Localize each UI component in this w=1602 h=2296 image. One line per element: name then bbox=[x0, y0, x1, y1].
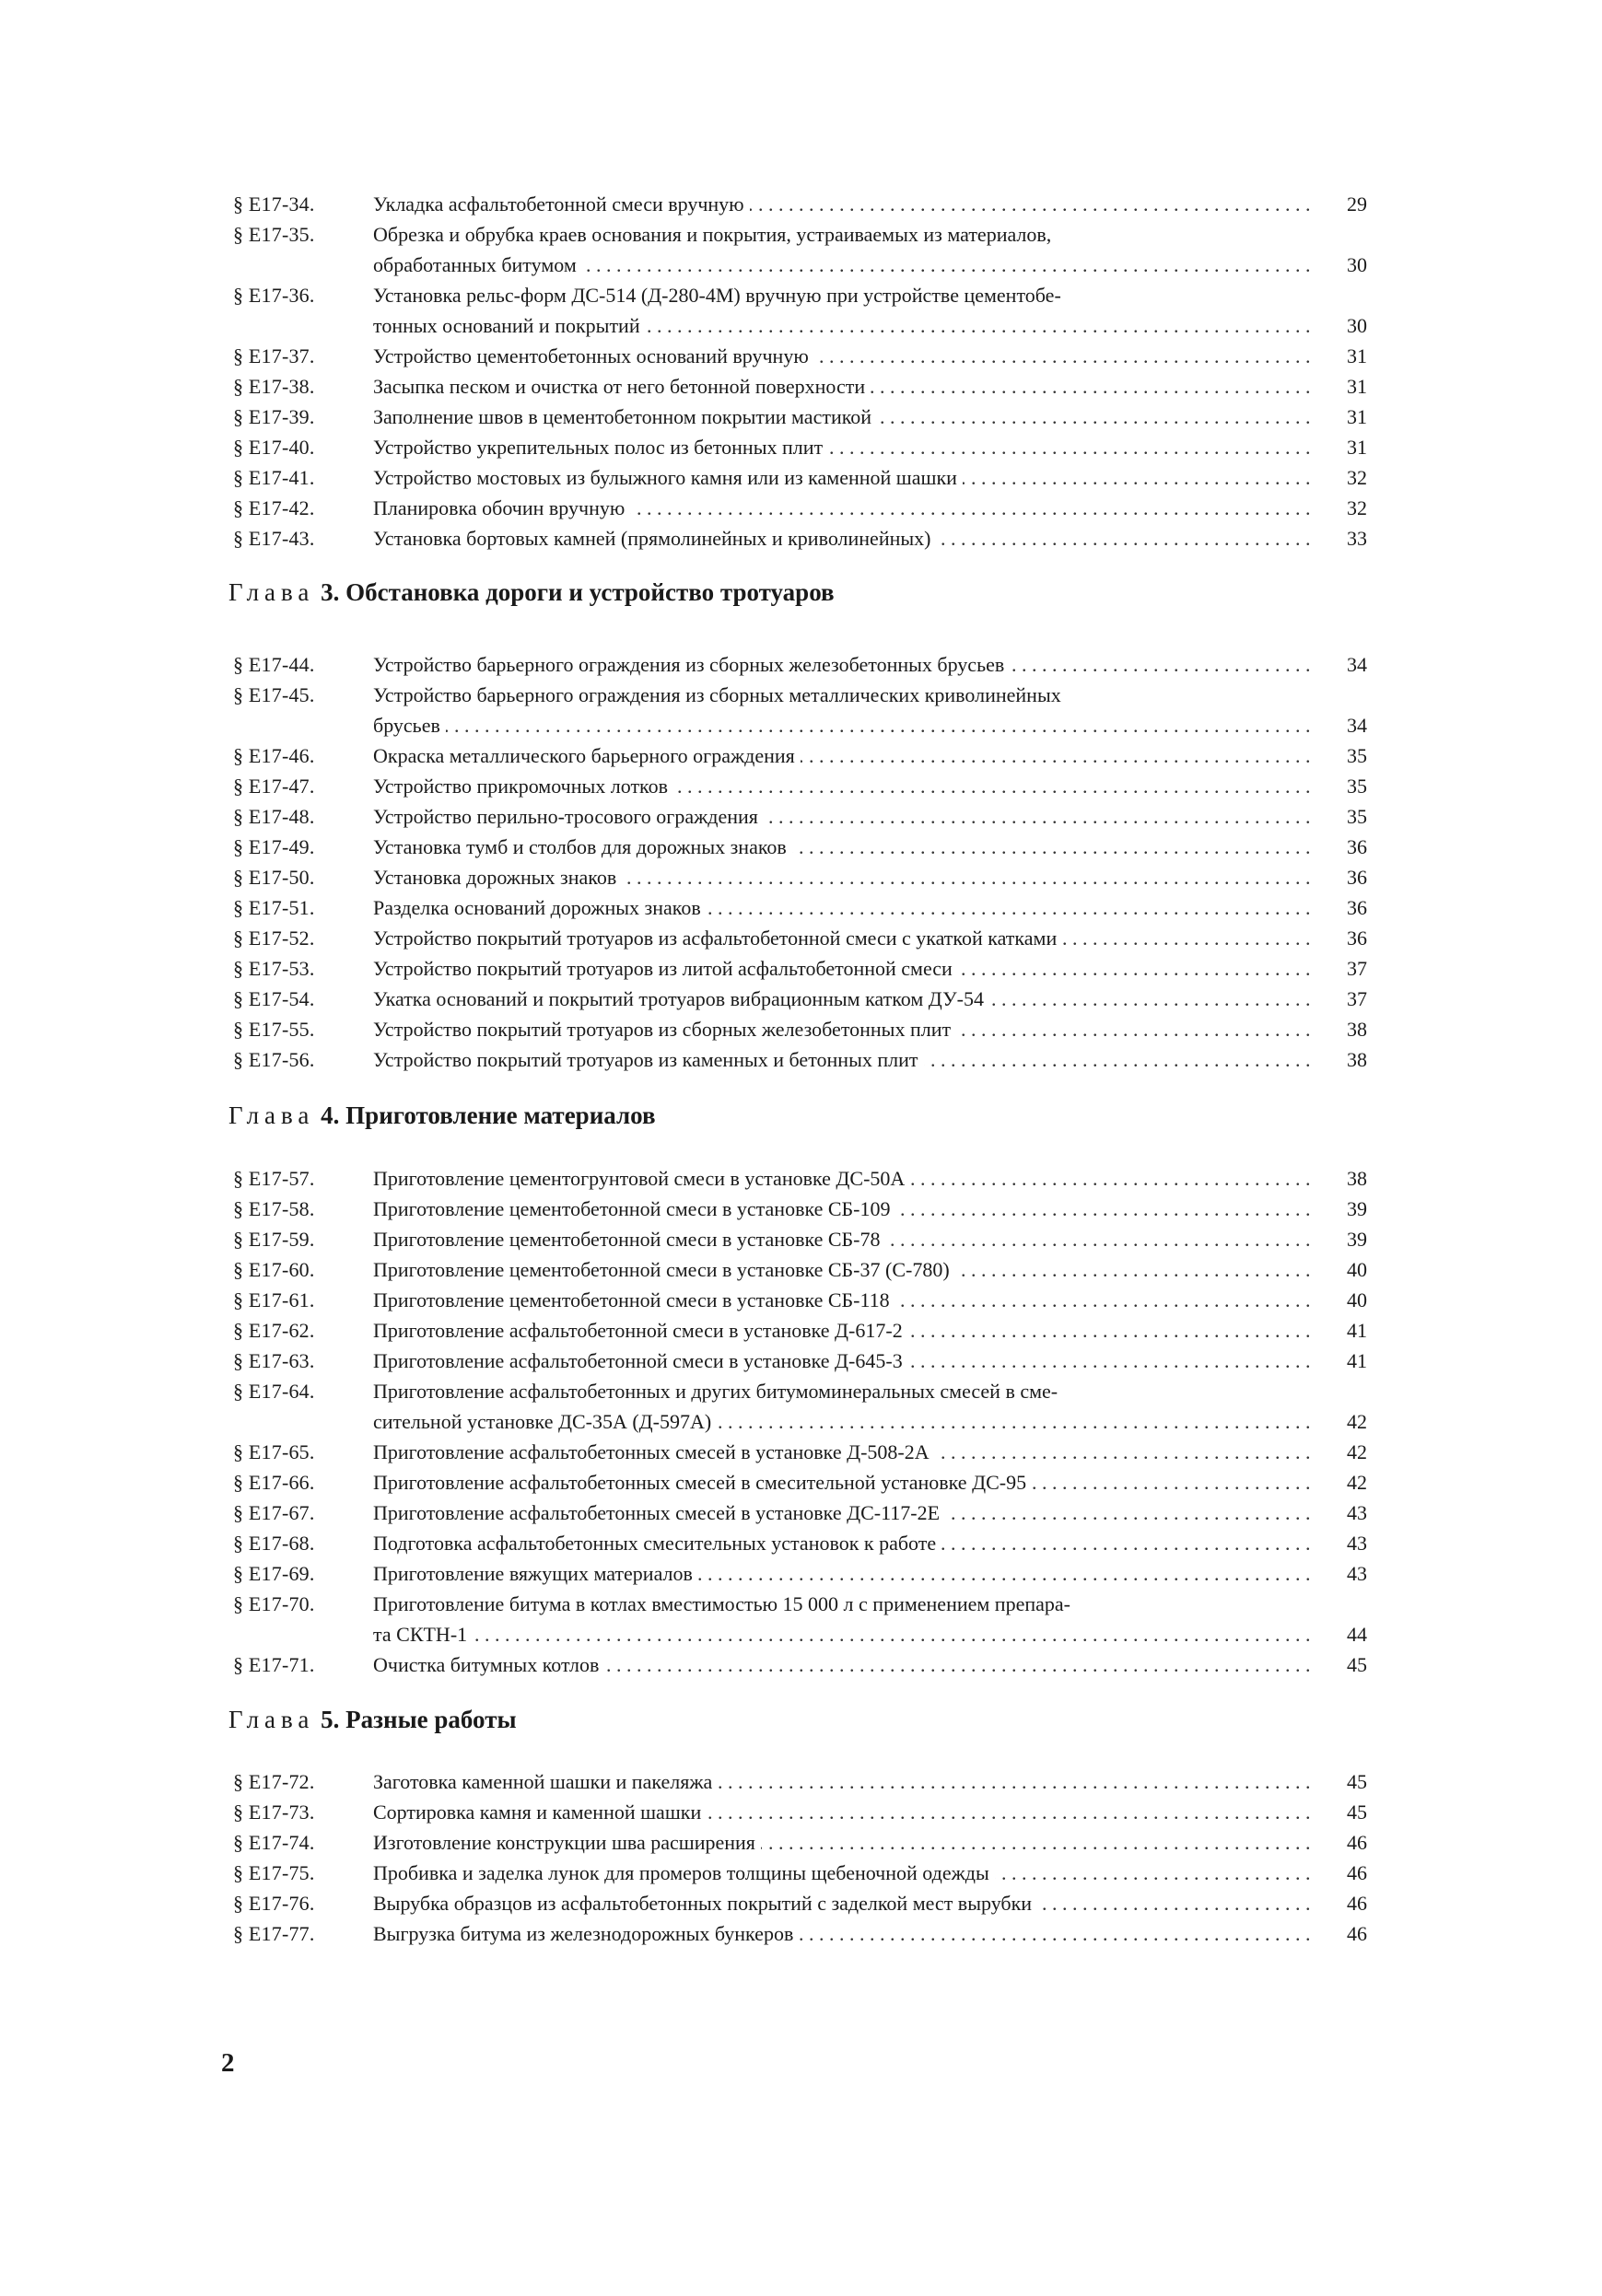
toc-entry-code: § Е17-69. bbox=[233, 1562, 315, 1585]
toc-entry-title bbox=[373, 1254, 1315, 1285]
toc-entry-title-line: Устройство покрытий тротуаров из литой асфальтобетонной смеси bbox=[373, 957, 953, 980]
toc-entry-title-text bbox=[373, 192, 750, 216]
toc-entry-title-text bbox=[373, 957, 958, 980]
toc-entry-title-line: Устройство барьерного ограждения из сборных металлических криволинейных bbox=[373, 683, 1061, 706]
toc-entry bbox=[0, 740, 1602, 771]
toc-entry-page: 46 bbox=[1347, 1892, 1367, 1915]
toc-entry-title bbox=[373, 680, 1315, 740]
toc-entry-title bbox=[373, 1498, 1315, 1528]
toc-entry-title bbox=[373, 280, 1315, 341]
toc-entry-title bbox=[373, 1766, 1315, 1797]
toc-entry bbox=[0, 189, 1602, 219]
toc-entry-title-text bbox=[373, 436, 828, 459]
toc-entry-page: 44 bbox=[1347, 1623, 1367, 1646]
toc-entry-title-line: Заполнение швов в цементобетонном покрытии мастикой bbox=[373, 405, 872, 428]
toc-entry-title-text bbox=[373, 1922, 799, 1945]
toc-entry-title bbox=[373, 371, 1315, 402]
toc-entry-title-line: Приготовление асфальтобетонных смесей в смесительной установке ДС-95 bbox=[373, 1471, 1027, 1494]
toc-entry bbox=[0, 402, 1602, 432]
toc-entry-title-continuation: та СКТН-1 bbox=[373, 1623, 473, 1646]
toc-entry-title-line: Установка рельс-форм ДС-514 (Д-280-4М) вручную при устройстве цементобе- bbox=[373, 284, 1061, 307]
toc-entry-code: § Е17-44. bbox=[233, 653, 315, 676]
toc-entry-page: 45 bbox=[1347, 1801, 1367, 1824]
toc-entry-title bbox=[373, 1285, 1315, 1315]
toc-entry-title-line: Приготовление асфальтобетонных и других битумоминеральных смесей в сме- bbox=[373, 1380, 1058, 1403]
toc-entry-title-line: Приготовление битума в котлах вместимостью 15 000 л с применением препара- bbox=[373, 1592, 1070, 1615]
toc-entry bbox=[0, 1888, 1602, 1918]
toc-entry-title-line: Устройство перильно-тросового ограждения bbox=[373, 805, 758, 828]
toc-entry-title-line: Устройство прикромочных лотков bbox=[373, 775, 669, 798]
toc-entry-page: 37 bbox=[1347, 957, 1367, 980]
toc-entry-title-line: Очистка битумных котлов bbox=[373, 1653, 600, 1676]
toc-entry-title-line: Разделка оснований дорожных знаков bbox=[373, 896, 701, 919]
toc-entry-code: § Е17-46. bbox=[233, 744, 315, 767]
toc-entry bbox=[0, 1254, 1602, 1285]
toc-entry-title bbox=[373, 493, 1315, 523]
chapter-word: Глава bbox=[228, 1706, 315, 1733]
toc-entry-title-line: Установка дорожных знаков bbox=[373, 866, 617, 889]
toc-entry-code: § Е17-65. bbox=[233, 1440, 315, 1463]
toc-entry-title-line: Устройство покрытий тротуаров из сборных железобетонных плит bbox=[373, 1018, 952, 1041]
toc-entry-code: § Е17-77. bbox=[233, 1922, 315, 1945]
toc-entry-code: § Е17-64. bbox=[233, 1380, 315, 1403]
toc-entry-page: 37 bbox=[1347, 987, 1367, 1010]
toc-entry-title bbox=[373, 1558, 1315, 1589]
toc-entry-title-text bbox=[373, 987, 989, 1010]
toc-entry bbox=[0, 1315, 1602, 1346]
toc-entry-title bbox=[373, 341, 1315, 371]
toc-entry-code: § Е17-55. bbox=[233, 1018, 315, 1041]
toc-entry-title bbox=[373, 1224, 1315, 1254]
toc-entry-title-text bbox=[373, 1288, 895, 1311]
toc-entry bbox=[0, 1498, 1602, 1528]
toc-entry-title bbox=[373, 892, 1315, 923]
toc-entry-code: § Е17-66. bbox=[233, 1471, 315, 1494]
toc-entry bbox=[0, 280, 1602, 341]
toc-entry-title-text bbox=[373, 835, 792, 858]
toc-entry-title bbox=[373, 1528, 1315, 1558]
toc-entry-title bbox=[373, 432, 1315, 462]
toc-entry-title-text bbox=[373, 927, 1062, 950]
toc-entry-page: 36 bbox=[1347, 835, 1367, 858]
toc-entry-title-line: Укатка оснований и покрытий тротуаров вибрационным катком ДУ-54 bbox=[373, 987, 984, 1010]
toc-entry-code: § Е17-36. bbox=[233, 284, 315, 307]
toc-entry-title bbox=[373, 523, 1315, 554]
toc-entry-page: 40 bbox=[1347, 1288, 1367, 1311]
toc-entry-title-text bbox=[373, 375, 871, 398]
toc-entry-title bbox=[373, 984, 1315, 1014]
toc-entry bbox=[0, 649, 1602, 680]
toc-entry-title-text bbox=[373, 1532, 941, 1555]
toc-entry-title bbox=[373, 189, 1315, 219]
chapter-word: Глава bbox=[228, 1101, 315, 1129]
toc-entry-title-line: Подготовка асфальтобетонных смесительных установок к работе bbox=[373, 1532, 937, 1555]
chapter-word: Глава bbox=[228, 578, 315, 606]
toc-entry-title-text bbox=[373, 219, 1309, 280]
toc-entry-code: § Е17-72. bbox=[233, 1770, 315, 1793]
toc-entry-code: § Е17-61. bbox=[233, 1288, 315, 1311]
toc-entry-title-continuation: обработанных битумом bbox=[373, 253, 582, 276]
toc-entry-page: 46 bbox=[1347, 1831, 1367, 1854]
toc-entry-page: 43 bbox=[1347, 1501, 1367, 1524]
toc-entry-code: § Е17-53. bbox=[233, 957, 315, 980]
toc-entry-title-line: Сортировка камня и каменной шашки bbox=[373, 1801, 702, 1824]
toc-entry bbox=[0, 523, 1602, 554]
toc-entry-title bbox=[373, 1858, 1315, 1888]
toc-entry-code: § Е17-52. bbox=[233, 927, 315, 950]
toc-entry bbox=[0, 1827, 1602, 1858]
toc-entry-title bbox=[373, 1315, 1315, 1346]
toc-entry-title-text bbox=[373, 1501, 945, 1524]
chapter-heading bbox=[228, 1101, 656, 1130]
toc-entry-title-text bbox=[373, 527, 936, 550]
toc-entry-code: § Е17-75. bbox=[233, 1861, 315, 1884]
toc-entry-page: 30 bbox=[1347, 314, 1367, 337]
toc-entry-page: 35 bbox=[1347, 744, 1367, 767]
toc-entry-page: 38 bbox=[1347, 1048, 1367, 1071]
toc-entry bbox=[0, 1558, 1602, 1589]
toc-entry bbox=[0, 1376, 1602, 1437]
toc-entry-code: § Е17-39. bbox=[233, 405, 315, 428]
toc-entry bbox=[0, 1224, 1602, 1254]
toc-entry-page: 42 bbox=[1347, 1471, 1367, 1494]
toc-entry-code: § Е17-47. bbox=[233, 775, 315, 798]
toc-entry-title bbox=[373, 1918, 1315, 1949]
toc-entry-title-text bbox=[373, 1048, 924, 1071]
toc-entry-title-text bbox=[373, 405, 877, 428]
toc-entry bbox=[0, 462, 1602, 493]
toc-entry-page: 36 bbox=[1347, 866, 1367, 889]
toc-entry-page: 31 bbox=[1347, 436, 1367, 459]
toc-entry-title bbox=[373, 923, 1315, 953]
toc-entry-page: 31 bbox=[1347, 405, 1367, 428]
toc-entry-title-line: Засыпка песком и очистка от него бетонной поверхности bbox=[373, 375, 866, 398]
toc-entry-title bbox=[373, 1376, 1315, 1437]
toc-entry-title-line: Приготовление цементогрунтовой смеси в установке ДС-50А bbox=[373, 1167, 906, 1190]
toc-entry-title-text bbox=[373, 1440, 935, 1463]
toc-entry-title-line: Приготовление цементобетонной смеси в установке СБ-37 (С-780) bbox=[373, 1258, 950, 1281]
toc-entry-title-text bbox=[373, 1770, 718, 1793]
toc-entry-page: 39 bbox=[1347, 1228, 1367, 1251]
toc-entry-code: § Е17-48. bbox=[233, 805, 315, 828]
toc-entry-title bbox=[373, 1467, 1315, 1498]
toc-entry-title-line: Заготовка каменной шашки и пакеляжа bbox=[373, 1770, 713, 1793]
toc-entry bbox=[0, 341, 1602, 371]
toc-entry-title-text bbox=[373, 1228, 886, 1251]
toc-entry-page: 36 bbox=[1347, 927, 1367, 950]
toc-entry-page: 40 bbox=[1347, 1258, 1367, 1281]
toc-entry-title bbox=[373, 1589, 1315, 1649]
toc-entry-code: § Е17-41. bbox=[233, 466, 315, 489]
toc-entry-code: § Е17-37. bbox=[233, 344, 315, 367]
toc-section-chapter-3 bbox=[0, 649, 1602, 1075]
toc-entry-code: § Е17-38. bbox=[233, 375, 315, 398]
toc-entry-page: 31 bbox=[1347, 375, 1367, 398]
toc-entry-title-line: Устройство покрытий тротуаров из асфальтобетонной смеси с укаткой катками bbox=[373, 927, 1058, 950]
toc-entry bbox=[0, 219, 1602, 280]
toc-entry bbox=[0, 771, 1602, 801]
toc-entry bbox=[0, 801, 1602, 832]
toc-entry-code: § Е17-45. bbox=[233, 683, 315, 706]
toc-entry bbox=[0, 1858, 1602, 1888]
toc-entry bbox=[0, 862, 1602, 892]
toc-entry-title-text bbox=[373, 496, 630, 519]
toc-entry-title bbox=[373, 1014, 1315, 1044]
toc-entry-code: § Е17-42. bbox=[233, 496, 315, 519]
toc-entry-title bbox=[373, 1194, 1315, 1224]
toc-entry-page: 41 bbox=[1347, 1319, 1367, 1342]
toc-section-chapter-5 bbox=[0, 1766, 1602, 1949]
toc-entry-code: § Е17-35. bbox=[233, 223, 315, 246]
toc-entry-page: 31 bbox=[1347, 344, 1367, 367]
toc-entry-page: 35 bbox=[1347, 775, 1367, 798]
toc-entry bbox=[0, 1044, 1602, 1075]
toc-entry-code: § Е17-76. bbox=[233, 1892, 315, 1915]
chapter-title: 4. Приготовление материалов bbox=[321, 1101, 656, 1129]
toc-entry-title-line: Приготовление асфальтобетонной смеси в установке Д-617-2 bbox=[373, 1319, 903, 1342]
toc-entry-title bbox=[373, 771, 1315, 801]
toc-entry-title-line: Приготовление асфальтобетонной смеси в установке Д-645-3 bbox=[373, 1349, 903, 1372]
toc-entry-title-line: Устройство укрепительных полос из бетонных плит bbox=[373, 436, 824, 459]
toc-entry-title bbox=[373, 462, 1315, 493]
toc-entry-title-text bbox=[373, 1831, 761, 1854]
toc-entry-title-text bbox=[373, 805, 764, 828]
toc-entry bbox=[0, 1014, 1602, 1044]
toc-entry-title-line: Приготовление асфальтобетонных смесей в установке Д-508-2А bbox=[373, 1440, 930, 1463]
toc-entry-title-text bbox=[373, 1167, 910, 1190]
toc-entry-page: 32 bbox=[1347, 496, 1367, 519]
toc-entry-title bbox=[373, 1044, 1315, 1075]
toc-entry-title bbox=[373, 649, 1315, 680]
toc-entry-code: § Е17-73. bbox=[233, 1801, 315, 1824]
toc-entry bbox=[0, 984, 1602, 1014]
toc-entry-title-text bbox=[373, 1861, 995, 1884]
toc-entry-title-text bbox=[373, 1892, 1037, 1915]
toc-entry-page: 34 bbox=[1347, 653, 1367, 676]
toc-entry-title bbox=[373, 1437, 1315, 1467]
toc-entry-title bbox=[373, 862, 1315, 892]
toc-entry-title bbox=[373, 832, 1315, 862]
toc-entry-title-text bbox=[373, 1376, 1309, 1437]
toc-entry bbox=[0, 892, 1602, 923]
toc-entry-title-text bbox=[373, 1589, 1309, 1649]
toc-entry-title-line: Приготовление цементобетонной смеси в установке СБ-109 bbox=[373, 1197, 891, 1220]
toc-entry-title-text bbox=[373, 1471, 1032, 1494]
toc-entry-page: 36 bbox=[1347, 896, 1367, 919]
toc-entry-page: 35 bbox=[1347, 805, 1367, 828]
toc-entry-code: § Е17-49. bbox=[233, 835, 315, 858]
toc-entry bbox=[0, 493, 1602, 523]
toc-entry-title-text bbox=[373, 1801, 707, 1824]
toc-entry bbox=[0, 1589, 1602, 1649]
toc-entry-code: § Е17-56. bbox=[233, 1048, 315, 1071]
toc-entry-page: 34 bbox=[1347, 714, 1367, 737]
toc-section-chapter-4 bbox=[0, 1163, 1602, 1680]
toc-entry-page: 39 bbox=[1347, 1197, 1367, 1220]
toc-entry-title-line: Установка бортовых камней (прямолинейных и криволинейных) bbox=[373, 527, 931, 550]
toc-entry bbox=[0, 832, 1602, 862]
toc-entry-page: 46 bbox=[1347, 1922, 1367, 1945]
toc-entry bbox=[0, 371, 1602, 402]
toc-entry-title-text bbox=[373, 775, 673, 798]
toc-entry-title-text bbox=[373, 744, 801, 767]
toc-entry bbox=[0, 1285, 1602, 1315]
toc-entry-page: 45 bbox=[1347, 1653, 1367, 1676]
toc-entry bbox=[0, 1528, 1602, 1558]
toc-entry-title-line: Укладка асфальтобетонной смеси вручную bbox=[373, 192, 744, 216]
toc-entry-page: 43 bbox=[1347, 1562, 1367, 1585]
toc-entry-title-text bbox=[373, 1562, 698, 1585]
toc-entry-title-continuation: брусьев bbox=[373, 714, 446, 737]
toc-entry-title-line: Устройство мостовых из булыжного камня или из каменной шашки bbox=[373, 466, 957, 489]
chapter-title: 3. Обстановка дороги и устройство тротуаров bbox=[321, 578, 835, 606]
page-number: 2 bbox=[221, 2048, 235, 2078]
toc-entry-title-text bbox=[373, 680, 1309, 740]
toc-entry-title-line: Приготовление цементобетонной смеси в установке СБ-118 bbox=[373, 1288, 890, 1311]
toc-entry-code: § Е17-34. bbox=[233, 192, 315, 216]
toc-entry-title bbox=[373, 801, 1315, 832]
toc-entry bbox=[0, 1194, 1602, 1224]
chapter-heading bbox=[228, 1706, 517, 1734]
toc-entry-page: 29 bbox=[1347, 192, 1367, 216]
chapter-title: 5. Разные работы bbox=[321, 1706, 517, 1733]
toc-entry bbox=[0, 1918, 1602, 1949]
toc-entry-code: § Е17-68. bbox=[233, 1532, 315, 1555]
toc-entry-code: § Е17-54. bbox=[233, 987, 315, 1010]
toc-entry-page: 45 bbox=[1347, 1770, 1367, 1793]
toc-entry-title-line: Окраска металлического барьерного ограждения bbox=[373, 744, 795, 767]
toc-entry-title-text bbox=[373, 1018, 956, 1041]
toc-entry-title-line: Установка тумб и столбов для дорожных знаков bbox=[373, 835, 787, 858]
toc-entry bbox=[0, 953, 1602, 984]
toc-entry-title-line: Приготовление вяжущих материалов bbox=[373, 1562, 693, 1585]
toc-entry bbox=[0, 1649, 1602, 1680]
toc-entry-page: 42 bbox=[1347, 1410, 1367, 1433]
toc-entry-code: § Е17-71. bbox=[233, 1653, 315, 1676]
toc-entry-page: 32 bbox=[1347, 466, 1367, 489]
toc-entry-code: § Е17-58. bbox=[233, 1197, 315, 1220]
toc-entry-title-text bbox=[373, 280, 1309, 341]
toc-entry-title-line: Устройство барьерного ограждения из сборных железобетонных брусьев bbox=[373, 653, 1005, 676]
toc-section-continued bbox=[0, 189, 1602, 554]
toc-entry-code: § Е17-62. bbox=[233, 1319, 315, 1342]
toc-entry-title-line: Обрезка и обрубка краев основания и покрытия, устраиваемых из материалов, bbox=[373, 223, 1052, 246]
toc-entry bbox=[0, 1797, 1602, 1827]
toc-entry-code: § Е17-70. bbox=[233, 1592, 315, 1615]
toc-entry-title bbox=[373, 1649, 1315, 1680]
toc-entry-title-line: Устройство покрытий тротуаров из каменных и бетонных плит bbox=[373, 1048, 918, 1071]
toc-entry-title-text bbox=[373, 1349, 908, 1372]
toc-entry-title-line: Устройство цементобетонных оснований вручную bbox=[373, 344, 809, 367]
toc-entry-page: 41 bbox=[1347, 1349, 1367, 1372]
toc-entry-title-text bbox=[373, 1319, 908, 1342]
toc-entry-title-line: Пробивка и заделка лунок для промеров толщины щебеночной одежды bbox=[373, 1861, 989, 1884]
toc-entry-title-text bbox=[373, 866, 622, 889]
toc-entry-title-line: Приготовление цементобетонной смеси в установке СБ-78 bbox=[373, 1228, 881, 1251]
toc-entry-title bbox=[373, 953, 1315, 984]
toc-entry-page: 38 bbox=[1347, 1167, 1367, 1190]
toc-entry-title bbox=[373, 1888, 1315, 1918]
toc-entry-title bbox=[373, 1346, 1315, 1376]
toc-entry-page: 43 bbox=[1347, 1532, 1367, 1555]
toc-entry-page: 46 bbox=[1347, 1861, 1367, 1884]
toc-entry-title-line: Планировка обочин вручную bbox=[373, 496, 626, 519]
toc-entry-code: § Е17-67. bbox=[233, 1501, 315, 1524]
toc-entry-title-continuation: сительной установке ДС-35А (Д-597А) bbox=[373, 1410, 717, 1433]
toc-entry-page: 33 bbox=[1347, 527, 1367, 550]
toc-entry bbox=[0, 1346, 1602, 1376]
toc-entry-title bbox=[373, 1827, 1315, 1858]
toc-entry-code: § Е17-51. bbox=[233, 896, 315, 919]
toc-entry bbox=[0, 432, 1602, 462]
toc-entry-title bbox=[373, 402, 1315, 432]
toc-entry-title-text bbox=[373, 1258, 955, 1281]
toc-entry-code: § Е17-50. bbox=[233, 866, 315, 889]
toc-entry-title-line: Вырубка образцов из асфальтобетонных покрытий с заделкой мест вырубки bbox=[373, 1892, 1033, 1915]
toc-entry-title-text bbox=[373, 896, 707, 919]
toc-entry-code: § Е17-57. bbox=[233, 1167, 315, 1190]
toc-entry-title-continuation: тонных оснований и покрытий bbox=[373, 314, 646, 337]
toc-entry-page: 42 bbox=[1347, 1440, 1367, 1463]
toc-entry-page: 38 bbox=[1347, 1018, 1367, 1041]
toc-entry bbox=[0, 1437, 1602, 1467]
toc-entry-title bbox=[373, 1797, 1315, 1827]
chapter-heading bbox=[228, 578, 835, 607]
toc-entry-title-text bbox=[373, 1197, 896, 1220]
toc-entry-title-text bbox=[373, 466, 963, 489]
toc-entry-code: § Е17-60. bbox=[233, 1258, 315, 1281]
toc-entry bbox=[0, 923, 1602, 953]
toc-entry bbox=[0, 1467, 1602, 1498]
toc-entry-code: § Е17-74. bbox=[233, 1831, 315, 1854]
toc-entry-title-text bbox=[373, 344, 814, 367]
toc-entry-title bbox=[373, 1163, 1315, 1194]
toc-entry-title-line: Изготовление конструкции шва расширения bbox=[373, 1831, 755, 1854]
toc-entry-title-line: Приготовление асфальтобетонных смесей в установке ДС-117-2Е bbox=[373, 1501, 941, 1524]
toc-entry bbox=[0, 1766, 1602, 1797]
toc-entry-title-text bbox=[373, 653, 1010, 676]
toc-entry-code: § Е17-63. bbox=[233, 1349, 315, 1372]
toc-entry-code: § Е17-43. bbox=[233, 527, 315, 550]
toc-entry-page: 30 bbox=[1347, 253, 1367, 276]
toc-entry-code: § Е17-59. bbox=[233, 1228, 315, 1251]
toc-entry bbox=[0, 1163, 1602, 1194]
toc-entry-code: § Е17-40. bbox=[233, 436, 315, 459]
toc-entry-title-line: Выгрузка битума из железнодорожных бункеров bbox=[373, 1922, 794, 1945]
toc-entry-title-text bbox=[373, 1653, 604, 1676]
toc-entry-title bbox=[373, 219, 1315, 280]
toc-entry bbox=[0, 680, 1602, 740]
toc-entry-title bbox=[373, 740, 1315, 771]
